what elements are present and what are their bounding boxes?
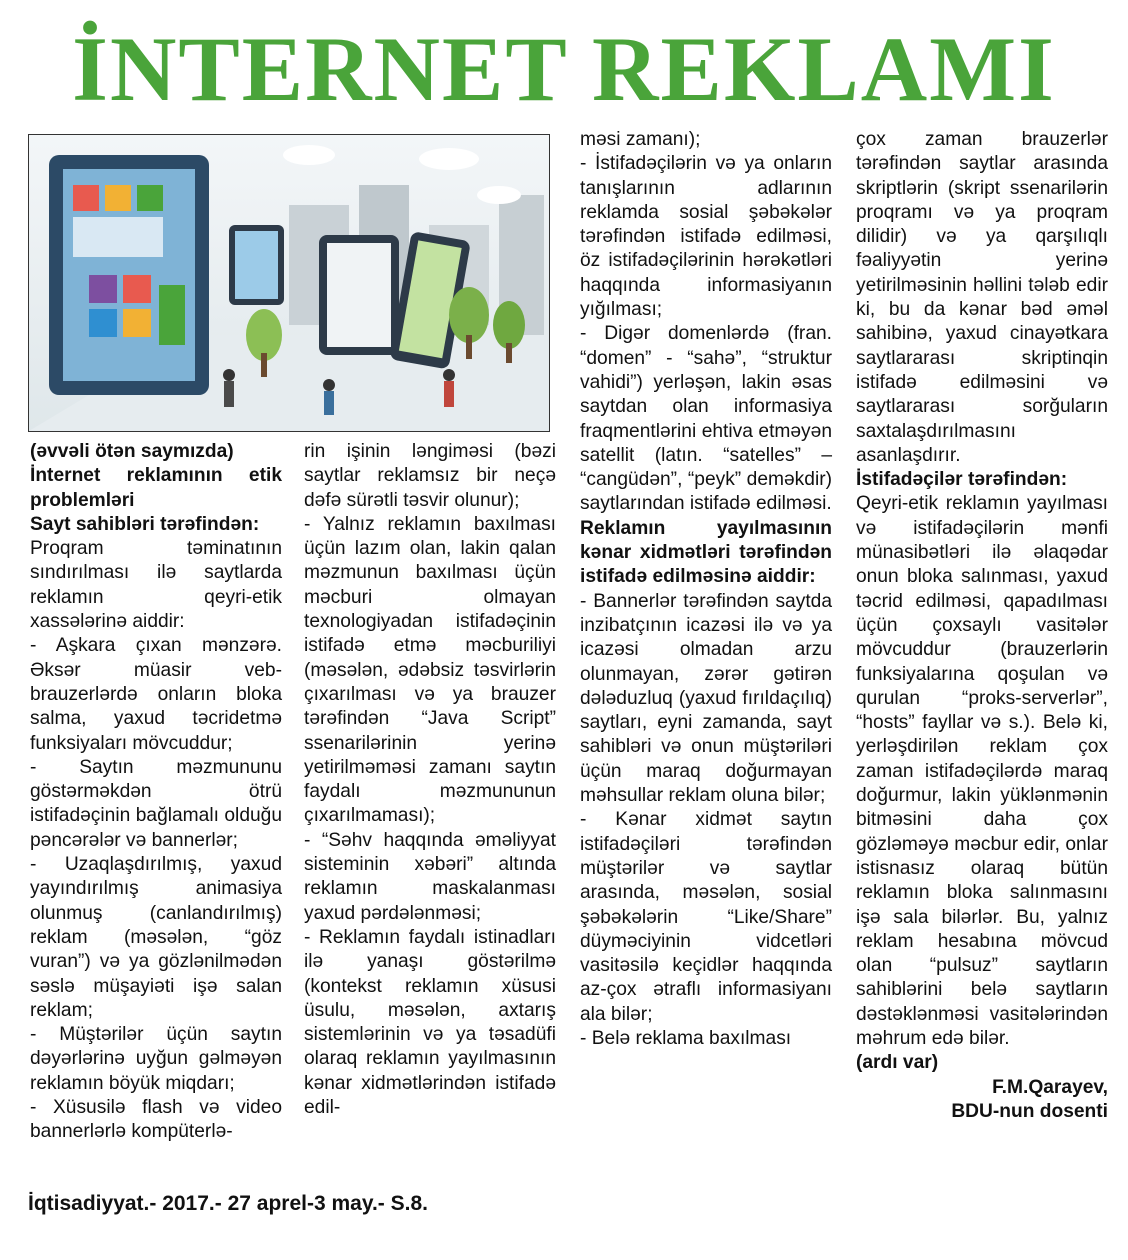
column-1 bbox=[30, 440, 282, 1145]
paragraph: - Xüsusilə flash və video bannerlərlə kompüterlə- bbox=[30, 1097, 282, 1143]
subheading: İstifadəçilər tərəfindən: bbox=[856, 469, 1068, 491]
paragraph: çox zaman brauzerlər tərəfindən saytlar arasında skriptlərin (skript ssenarilərin proqramı və ya proqram dilidir) və ya qarşılıqlı fəaliyyətin yerinə yetirilməsinin həllini tələb edir ki, bu da kənar bəd əməl sahibinə, yaxud cinayətkara saytlararası skriptinqin istifadə edilməsini və saytlararası sorğuların saxtalaşdırılmasını asanlaşdırır. bbox=[856, 129, 1108, 466]
subheading: Reklamın yayılmasının kənar xidmətləri tərəfindən istifadə edilməsinə aiddir: bbox=[580, 517, 832, 588]
author-title: BDU-nun dosenti bbox=[951, 1100, 1108, 1122]
illustration-image bbox=[28, 134, 550, 432]
paragraph: - Bannerlər tərəfindən saytda inzibatçının icazəsi ilə və ya icazəsi olmadan arzu olunmayan, zərər gətirən dələduzluq (yaxud fırıldaçılıq) saytları, eyni zamanda, sayt sahibləri və onun müştəriləri üçün maraq doğurmayan məhsullar reklam oluna bilər; bbox=[580, 590, 832, 807]
paragraph: - Yalnız reklamın baxılması üçün lazım olan, lakin qalan məzmunun baxılması üçün məcburi olmayan texnologiyadan istifadəçinin istifadə etmə məcburiliyi (məsələn, ədəbsiz təsvirlərin çıxarılması və ya brauzer tərəfindən “Java Script” ssenarilərinin yerinə yetirilməməsi zamanı saytın faydalı məzmununun çıxarılmaması); bbox=[304, 513, 556, 827]
column-2 bbox=[304, 440, 556, 1120]
subheading: Sayt sahibləri tərəfindən: bbox=[30, 513, 260, 535]
column-3 bbox=[580, 128, 832, 1051]
paragraph: - Saytın məzmununu göstərməkdən ötrü istifadəçinin bağlamalı olduğu pəncərələr və bannerlər; bbox=[30, 756, 282, 851]
continued-note: (ardı var) bbox=[856, 1052, 939, 1074]
author-name: F.M.Qarayev, bbox=[992, 1076, 1108, 1098]
paragraph: - Belə reklama baxılması bbox=[580, 1027, 792, 1049]
paragraph: - “Səhv haqqında əməliyyat sisteminin xəbəri” altında reklamın maskalanması yaxud pərdələnməsi; bbox=[304, 829, 556, 924]
paragraph: məsi zamanı); bbox=[580, 129, 701, 150]
continued-note: (əvvəli ötən saymızda) bbox=[30, 441, 234, 462]
paragraph: Proqram təminatının sındırılması ilə saytlarda reklamın qeyri-etik xassələrinə aiddir: bbox=[30, 538, 282, 633]
city-tablets-illustration bbox=[29, 135, 549, 431]
paragraph: - İstifadəçilərin və ya onların tanışlarının adlarının reklamda sosial şəbəkələr tərəfindən istifadə edilməsi, öz istifadəçilərinin hərəkətləri haqqında informasiyanın yığılması; bbox=[580, 153, 832, 321]
paragraph: Qeyri-etik reklamın yayılması və istifadəçilərin mənfi münasibətləri ilə əlaqədar onun bloka salınması, yaxud təcrid edilməsi, qapadılması üçün çoxsaylı vasitələr mövcuddur (brauzerlərin funksiyalarına qoşulan və qurulan “proks-serverlər”, “hosts” fayllar və s.). Belə ki, yerləşdirilən reklam çox zaman istifadəçilərdə maraq doğurmur, lakin yüklənmənin bitməsini daha çox gözləməyə məcbur edir, onlar istisnasız olaraq bütün reklamın bloka salınmasını işə sala bilərlər. Bu, yalnız reklam hesabına mövcud olan “pulsuz” saytların sahiblərini belə saytların dəstəklənməsi vasitələrindən məhrum edə bilər. bbox=[856, 493, 1108, 1049]
paragraph: - Uzaqlaşdırılmış, yaxud yayındırılmış animasiya olunmuş (canlandırılmış) reklam (məsələn, “göz vuran”) və ya gözlənilmədən səslə müşayiəti işə salan reklam; bbox=[30, 854, 282, 1021]
paragraph: - Aşkara çıxan mənzərə. Əksər müasir veb-brauzerlərdə onların bloka salma, yaxud təcridetmə funksiyaları mövcuddur; bbox=[30, 635, 282, 754]
paragraph: - Kənar xidmət saytın istifadəçiləri tərəfindən müştərilər və saytlar arasında, məsələn, sosial şəbəkələrin “Like/Share” düyməciyinin vidcetləri vasitəsilə keçidlər haqqında az-çox ətraflı informasiyanı ala bilər; bbox=[580, 809, 832, 1025]
column-4 bbox=[856, 128, 1108, 1124]
paragraph: - Reklamın faydalı istinadları ilə yanaşı göstərilmə (kontekst reklamın xüsusi üsulu, məsələn, axtarış sistemlərinin və ya təsadüfi olaraq reklamın yayılmasının kənar xidmətlərindən istifadə edil- bbox=[304, 926, 556, 1119]
paragraph: - Digər domenlərdə (fran. “domen” - “sahə”, “struktur vahidi”) yerləşən, lakin əsas saytdan olan informasiya fraqmentlərini ehtiva etməyən satellit (latın. “satelles” – “cangüdən”, “peyk” deməkdir) saytlarından istifadə edilməsi. bbox=[580, 323, 832, 515]
source-citation: İqtisadiyyat.- 2017.- 27 aprel-3 may.- S.8. bbox=[28, 1192, 428, 1215]
paragraph: - Müştərilər üçün saytın dəyərlərinə uyğun gəlməyən reklamın böyük miqdarı; bbox=[30, 1024, 282, 1094]
section-heading: İnternet reklamının etik problemləri bbox=[30, 465, 282, 511]
paragraph: rin işinin ləngiməsi (bəzi saytlar reklamsız bir neçə dəfə sürətli təsvir olunur); bbox=[304, 441, 556, 511]
headline: İNTERNET REKLAMI bbox=[72, 18, 1056, 120]
